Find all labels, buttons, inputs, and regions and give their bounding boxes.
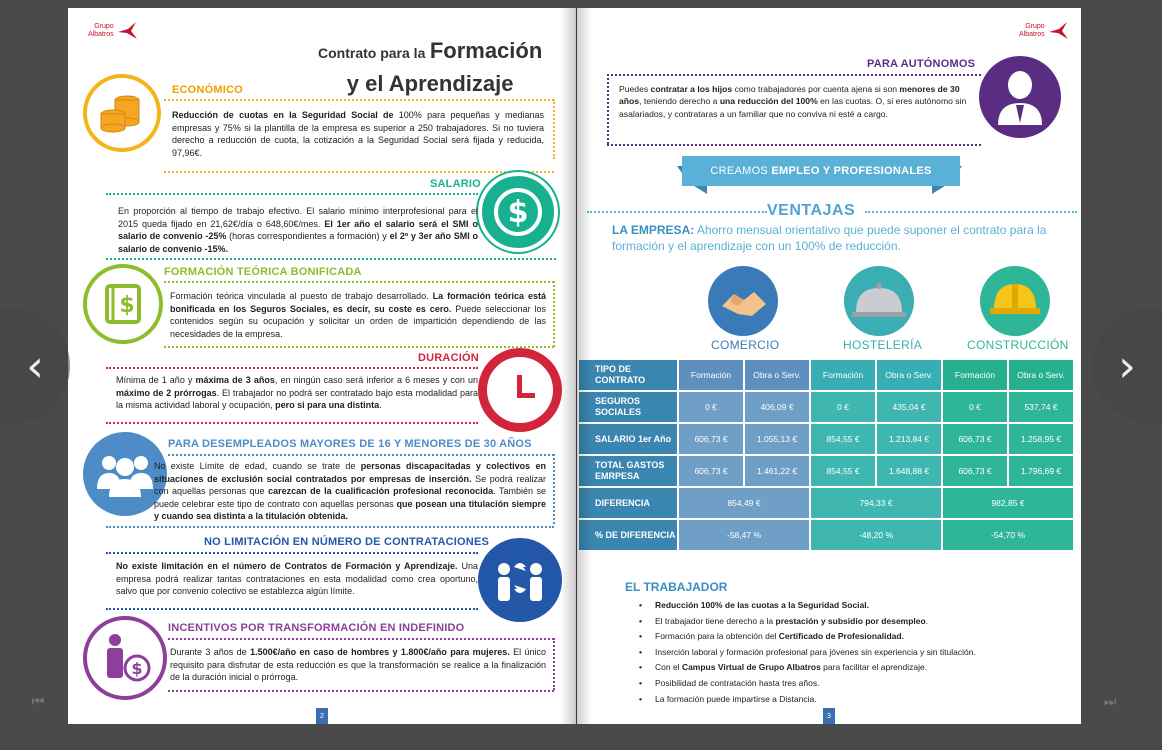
table-cell: 435,04 € [877,392,941,422]
banner-creamos-empleo [682,156,960,186]
divider [106,258,556,260]
heading-trabajador: EL TRABAJADOR [625,580,728,594]
list-item: • Con el Campus Virtual de Grupo Albatros para facilitar el aprendizaje. [639,660,976,676]
self-employed-person-icon [979,56,1061,138]
next-page-button[interactable] [1092,308,1162,424]
col-header: Formación [679,360,743,390]
chevron-right-icon: › [1118,340,1136,392]
sector-label-comercio: COMERCIO [711,338,780,352]
table-cell: 1.213,84 € [877,424,941,454]
first-page-button[interactable] [28,692,48,712]
list-item: • Posibilidad de contratación hasta tres años. [639,676,976,692]
body-incentivos: Durante 3 años de 1.500€/año en caso de hombres y 1.800€/año para mujeres. El único requisito para disfrutar de esta reducción es que la transformación se realice a la finalización de la duración inicial o prórroga. [170,647,546,683]
body-duracion: Mínima de 1 año y máxima de 3 años, en ningún caso será inferior a 6 meses y con un máximo de 2 prórrogas. El trabajador no podrá ser contratado bajo esta modalidad para la misma actividad laboral y ocupación, pero si para una distinta. [116,375,478,411]
heading-duracion: DURACIÓN [418,352,479,364]
sector-label-hosteleria: HOSTELERÍA [843,338,923,352]
col-header: Formación [943,360,1007,390]
table-cell: 854,49 € [679,488,809,518]
empresa-text [612,222,1062,254]
body-limitacion: No existe limitación en el número de Contratos de Formación y Aprendizaje. Una empresa podrá realizar tantas contrataciones en esta modalidad como crea oportuno, salvo que por convenio colectivo se establezca algún límite. [116,561,478,597]
divider [106,608,478,610]
list-item: • Reducción 100% de las cuotas a la Seguridad Social. [639,598,976,614]
list-item: • Formación para la obtención del Certificado de Profesionalidad. [639,629,976,645]
divider [164,346,554,348]
divider [607,74,609,144]
empresa-label: LA EMPRESA: [612,223,695,237]
last-page-button[interactable] [1100,692,1120,712]
body-autonomos: Puedes contratar a los hijos como trabajadores por cuenta ajena si son menores de 30 años, teniendo derecho a una reducción del 100% en las cuotas. O, si eres autónomo sin asalariados, y contrataras a un familiar que no conviva ni esté a cargo. [619,84,967,119]
divider [164,171,554,173]
table-cell: 606,73 € [679,424,743,454]
divider [553,638,555,690]
table-row [579,520,1073,550]
divider [164,281,554,283]
divider [168,638,554,640]
table-cell: 0 € [811,392,875,422]
logo-line1: Grupo [94,23,114,30]
divider [168,454,554,456]
table-row [579,360,1073,390]
albatros-bird-icon [116,20,138,42]
book-dollar-icon [83,264,163,344]
grupo-albatros-logo [1019,20,1069,42]
col-header: Obra o Serv. [877,360,941,390]
table-cell: 0 € [679,392,743,422]
skip-first-icon: ⏮ [31,694,45,710]
divider [106,526,554,528]
divider [607,144,981,146]
heading-desempleados: PARA DESEMPLEADOS MAYORES DE 16 Y MENORES DE 30 AÑOS [168,438,532,450]
heading-economico: ECONÓMICO [172,84,243,96]
col-header: Obra o Serv. [1009,360,1073,390]
table-cell: -48,20 % [811,520,941,550]
table-cell: -58,47 % [679,520,809,550]
heading-limitacion: NO LIMITACIÓN EN NÚMERO DE CONTRATACIONES [204,536,490,548]
exchange-people-icon [478,538,562,622]
table-cell: 606,73 € [679,456,743,486]
divider [865,211,1077,213]
comparison-table [577,358,1075,552]
table-cell: 1.461,22 € [745,456,809,486]
table-cell: 0 € [943,392,1007,422]
table-cell: 1.055,13 € [745,424,809,454]
table-cell: 606,73 € [943,424,1007,454]
row-label: % DE DIFERENCIA [579,520,677,550]
grupo-albatros-logo [88,20,138,42]
albatros-bird-icon [1047,20,1069,42]
clock-icon [478,348,562,432]
title-small: Contrato para la [318,45,426,61]
page-title [318,36,542,99]
table-cell: -54,70 % [943,520,1073,550]
serving-dish-icon [844,266,914,336]
row-label: TIPO DE CONTRATO [579,360,677,390]
page-number-left: 2 [316,708,328,724]
banner-text-bold: EMPLEO Y PROFESIONALES [771,165,932,177]
body-formacion: Formación teórica vinculada al puesto de trabajo desarrollado. La formación teórica está bonificada en los Seguros Sociales, es decir, su coste es cero. Puede seleccionar los contenidos según su ocupación y solicitar un orden de impartición dependiendo de las necesidades de la empresa. [170,291,546,339]
table-row [579,424,1073,454]
divider [587,211,767,213]
chevron-left-icon: ‹ [26,340,44,392]
page-left [68,8,576,724]
empresa-desc: Ahorro mensual orientativo que puede suponer el contrato para la formación y el aprendizaje con un 100% de reducción. [612,223,1047,253]
dollar-icon: $ [478,172,558,252]
skip-last-icon: ⏭ [1103,694,1117,710]
divider [106,422,478,424]
table-cell: 406,09 € [745,392,809,422]
table-cell: 537,74 € [1009,392,1073,422]
table-row [579,488,1073,518]
heading-autonomos: PARA AUTÓNOMOS [867,58,976,70]
divider [164,99,554,101]
table-cell: 1.796,69 € [1009,456,1073,486]
heading-incentivos: INCENTIVOS POR TRANSFORMACIÓN EN INDEFINIDO [168,622,465,634]
logo-line1: Grupo [1025,23,1045,30]
svg-text:$: $ [119,293,135,318]
body-economico: Reducción de cuotas en la Seguridad Social de 100% para pequeñas y medianas empresas y 75% si la plantilla de la empresa es superior a 250 trabajadores. Si no tuviera derecho a reducción de cuota, la cotización a la Seguridad Social será fijada y reducida, 97,96€. [172,110,544,158]
table-cell: 854,55 € [811,424,875,454]
page-number-right: 3 [823,708,835,724]
logo-line2: Albatros [1019,31,1045,38]
divider [106,193,478,195]
svg-text:$: $ [131,659,143,678]
heading-ventajas: VENTAJAS [767,202,856,219]
list-item: • La formación puede impartirse a Distancia. [639,692,976,708]
list-item: • Inserción laboral y formación profesional para jóvenes sin experiencia y sin titulación. [639,645,976,661]
list-item: • El trabajador tiene derecho a la prestación y subsidio por desempleo. [639,614,976,630]
table-cell: 794,33 € [811,488,941,518]
divider [106,552,478,554]
row-label: SALARIO 1er Año [579,424,677,454]
title-big-1: Formación [429,38,543,63]
businessman-dollar-icon [83,616,167,700]
col-header: Obra o Serv. [745,360,809,390]
table-cell: 854,55 € [811,456,875,486]
table-cell: 1.648,88 € [877,456,941,486]
previous-page-button[interactable] [0,308,70,424]
table-cell: 1.258,95 € [1009,424,1073,454]
body-salario: En proporción al tiempo de trabajo efectivo. El salario mínimo interprofesional para el 2015 queda fijado en 21,62€/día o 648,60€/mes. El 1er año el salario será el SMI o salario de convenio -25% (horas correspondientes a formación) y el 2º y 3er año SMI o salario de convenio -15%. [118,206,478,254]
table-cell: 982,85 € [943,488,1073,518]
col-header: Formación [811,360,875,390]
table-cell: 606,73 € [943,456,1007,486]
handshake-icon [708,266,778,336]
divider [168,690,554,692]
banner-text: CREAMOS [710,165,769,177]
heading-salario: SALARIO [430,178,481,190]
divider [553,99,555,159]
table-row [579,456,1073,486]
table-row [579,392,1073,422]
title-big-2: y el Aprendizaje [346,71,514,96]
logo-line2: Albatros [88,31,114,38]
hard-hat-icon [980,266,1050,336]
divider [106,367,478,369]
body-desempleados: No existe Límite de edad, cuando se trate de personas discapacitadas y colectivos en situaciones de exclusión social contratados por empresas de inserción. Se podrá realizar con aquellas personas que carezcan de la cualificación profesional reconocida. También se puede celebrar este tipo de contrato con aquellas personas que posean una titulación siempre y cuando sea distinta a la titulación obtenida. [154,461,546,522]
trabajador-list [639,598,976,707]
divider [553,454,555,524]
divider [607,74,981,76]
sector-label-construccion: CONSTRUCCIÓN [967,338,1069,352]
heading-formacion: FORMACIÓN TEÓRICA BONIFICADA [164,266,362,278]
row-label: SEGUROS SOCIALES [579,392,677,422]
coins-icon [83,74,161,152]
row-label: TOTAL GASTOS EMRPESA [579,456,677,486]
row-label: DIFERENCIA [579,488,677,518]
page-right [577,8,1081,724]
divider [553,281,555,347]
